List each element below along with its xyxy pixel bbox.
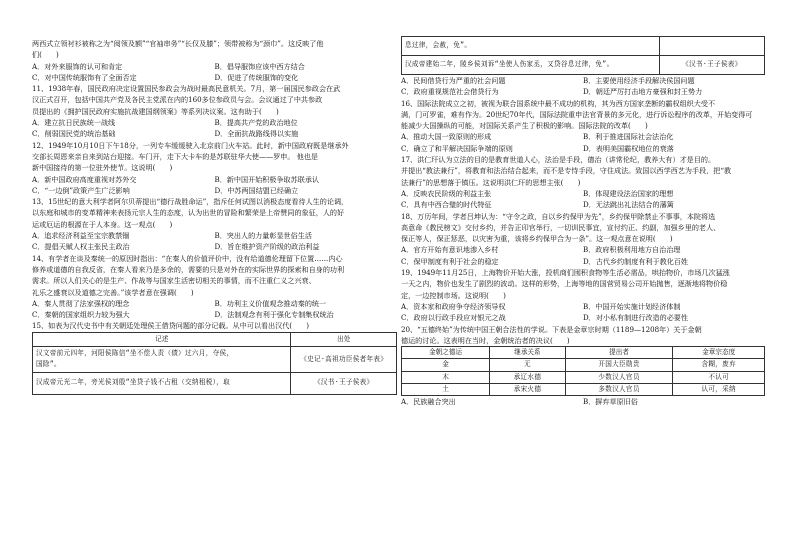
table-header: 提出者	[565, 347, 673, 359]
options-row	[32, 298, 397, 309]
option-c: C．确立了和平解决国际争端的原则	[401, 143, 513, 153]
option-a: A．对外来服饰的认可和肯定	[32, 61, 123, 71]
question-14-line: 需求。所以人们关心的是生产、作战等与国家生活密切相关的事情，而不注重仁义之兴衰、	[32, 276, 316, 286]
table-header: 金章宗态度	[673, 347, 765, 359]
table-cell: 息过律，会赦，免”。	[402, 37, 660, 56]
option-b: B．倡导服饰应该中西方结合	[214, 61, 305, 71]
question-12-line: 交部长周恩来亲自来到站台迎接。车门开，走下大卡车的是苏联驻华大使——罗申。 他也是	[32, 151, 319, 161]
option-b: B．体现建设法治国家的理想	[583, 188, 674, 198]
question-16-line: 能减少大国操纵的可能，对国际关系产生了积极的影响。国际法院的改革( )	[401, 121, 648, 131]
option-c: C．具有中西合璧的时代特征	[401, 200, 492, 210]
question-13-line: 以东庭和城市的变革精神来表扬元宗人生的态度，认为出世的冒险和繁荣是上帝赞同的象征，人的好	[32, 208, 345, 218]
question-18-line: 18、万历年间，学者吕坤认为：“守令之政，自以乡约保甲为先”，乡约保甲除禁止不事事，本院将选	[401, 211, 716, 221]
option-b: B．突出人的力量彰显世俗生活	[214, 231, 312, 241]
options-row	[32, 128, 397, 139]
option-a: A．推动大国一致原则的形成	[401, 132, 492, 142]
question-18-line: 高意命《教民榜文》交付乡约，并告正印官举行，一切训民事宜，宣付约正、约副，加强乡里的老人、	[401, 222, 721, 232]
option-a: A．新中国政府高度重视对苏外交	[32, 174, 137, 184]
right-column	[401, 36, 765, 408]
table-row	[402, 37, 765, 56]
table-row	[33, 347, 397, 373]
option-d: D．表明美国霸权地位的衰落	[583, 143, 674, 153]
table-row	[402, 371, 765, 383]
question-11-line: 11、1938年春，国民政府决定设置国民参政会为战时最高民意机关。7月，第一届国民参政会在武	[32, 84, 341, 94]
option-d: D．旨在维护资产阶级的政治利益	[214, 242, 320, 252]
table-cell: 不认可	[673, 371, 765, 383]
table-cell: 木	[402, 371, 490, 383]
option-c: C．提倡天赋人权主张民主政治	[32, 242, 130, 252]
table-row	[402, 359, 765, 371]
table-cell: 土	[402, 384, 490, 396]
options-row	[401, 256, 765, 267]
option-c: C．保甲制度有利于社会的稳定	[401, 256, 499, 266]
option-a: A．秦人贯彻了法家强权的理念	[32, 298, 130, 308]
question-17-line: 并提出“教法兼行”，将教育和法治结合起来，而不是专恃手段，守住成法。致国以西学西艺为手段，把“教	[401, 166, 732, 176]
option-b: B．功利主义价值观念推动秦的统一	[214, 298, 327, 308]
option-c: C．政府以行政手段应对银元之战	[401, 313, 506, 323]
option-d: D．全面抗战路线得以实施	[214, 129, 299, 139]
option-b: B．利于推进国际社会法治化	[583, 132, 674, 142]
question-15-line: 15、如表为汉代史书中有关朝廷处理侯王借贷问题的部分记载。从中可以看出汉代( )	[32, 321, 310, 331]
intro-line: 们( )	[32, 50, 59, 60]
table-20	[401, 346, 765, 396]
options-row	[401, 143, 765, 154]
option-a: A．追求经济利益至宝宗教禁锢	[32, 231, 130, 241]
table-cell: 汉成帝建始二年，陵乡侯刘诉“坐使人伤家丞，又贷谷息过律，免”。	[402, 56, 660, 75]
question-20-line: 德运的讨论。这表明在当时，金朝统治者的决议( )	[401, 335, 570, 345]
table-header: 出处	[291, 332, 397, 346]
table-cell: 《汉书·王子侯表》	[659, 56, 764, 75]
table-row	[402, 384, 765, 396]
option-c: C．对中国传统服饰有了全面否定	[32, 72, 137, 82]
options-row	[32, 174, 397, 185]
option-b: B．提高共产党的政治地位	[214, 118, 298, 128]
option-d: D．促进了传统服饰的变化	[214, 72, 299, 82]
option-a: A．官方开始有意识地渗入乡村	[401, 245, 499, 255]
option-d: D．对小私有制进行改造的必要性	[583, 313, 688, 323]
option-c: C．削弱国民党的统治基础	[32, 129, 116, 139]
question-17-line: 17、洪仁玕认为立法的目的是教育世道人心，法治是手段，德治（讲常伦纪，教养大有）才是目的。	[401, 155, 716, 165]
option-b: B．主要使用经济手段解决侯国问题	[583, 76, 695, 85]
options-row	[32, 117, 397, 128]
table-row	[33, 372, 397, 394]
table-cell	[659, 37, 764, 56]
option-a: A．民族融合突出	[401, 397, 456, 407]
question-14-line: 礼乐之盛衰以及道德之完善。”该学者意在强调( )	[32, 287, 194, 297]
option-d: D．无法跳出礼法结合的藩篱	[583, 200, 674, 210]
question-19-line: 定，一边控制市场。这说明( )	[401, 290, 506, 300]
table-header: 金朝之德运	[402, 347, 490, 359]
table-header: 记述	[33, 332, 291, 346]
table-15-continued	[401, 36, 765, 75]
table-cell: 汉文帝前元四年，河阳侯陈信“坐不偿人责（债）过六月，夺侯， 国除”。	[33, 347, 291, 373]
options-row	[401, 244, 765, 255]
left-column	[32, 38, 397, 395]
option-d: D．古代乡约制度有利于教化百姓	[583, 256, 688, 266]
question-19-line: 19、1949年11月25日，上海物价开始大涨，投机商们囤积食物等生活必需品，哄抬物价，市场几次猛涨	[401, 268, 730, 278]
option-b: B．新中国开始积极争取苏联承认	[214, 174, 320, 184]
question-11-line: 员提出的《拥护国民政府实施抗战建国纲领案》等系列决议案。这有助于( )	[32, 106, 279, 116]
question-14-line: 修养或道德的自我反省，在秦人看来乃是多余的，需要的只是对外在的实际世界的探索和自身的功利	[32, 264, 345, 274]
table-cell: 认可，采纳	[673, 384, 765, 396]
table-cell: 承辽水德	[490, 371, 566, 383]
question-18-line: 保正等人，保正惩恶，以灾害为重，该将乡约保甲合为一条”。这一观点意在说明( )	[401, 234, 673, 244]
question-19-line: 一天之内，物价也发生了剧烈的波动。这样的形势，上海等地的国营贸易公司开始抛售，逐渐地将物价稳	[401, 279, 728, 289]
question-14-line: 14、有学者在谈及秦统一的原因时指出：“在秦人的价值评价中，没有给道德伦理留下位置……内心	[32, 253, 343, 263]
options-row	[401, 312, 765, 323]
options-row	[401, 188, 765, 199]
option-b: B．中国开始实施计划经济体制	[583, 301, 681, 311]
option-c: C．秦朝的国家组织力较为强大	[32, 310, 130, 320]
intro-line: 两西式立领衬衫被称之为“阅领及额”“官袖串务”“长仅及膝”；领带被称为“颈巾”。这反映了他	[32, 39, 324, 48]
table-cell: 汉成帝元光二年，旁光侯刘殷“坐贷子钱不占租（交纳租税），取	[33, 372, 291, 394]
question-13-line: 13、15世纪的意大利学者阿尔贝蒂提出“德行战胜命运”，指斥任何试图以消极态度看待人生的论调，	[32, 197, 349, 207]
option-b: B．摒弃草原旧俗	[583, 397, 638, 407]
question-16-line: 16、国际法院成立之初，被视为联合国系统中最不成功的机构，其为西方国家垄断的霸权组织大受不	[401, 98, 716, 108]
option-c: C．政府重视规范社会借贷行为	[401, 87, 499, 97]
question-17-line: 法兼行”的思想落于镇压。这说明洪仁玕的思想主张( )	[401, 177, 581, 187]
question-12-line: 12、1949年10月10日下午18分，一列专车缓缓驶入北京前门火车站。此时，新中国政府既是继承外	[32, 140, 349, 150]
options-row	[401, 75, 765, 86]
options-row	[32, 230, 397, 241]
table-cell: 少数汉人官员	[565, 371, 673, 383]
options-row	[32, 61, 397, 72]
table-cell: 开国大臣勋贵	[565, 359, 673, 371]
option-b: B．政府积极利用地方自治治理	[583, 245, 681, 255]
options-row	[401, 301, 765, 312]
options-row	[401, 396, 765, 407]
options-row	[401, 199, 765, 210]
options-row	[401, 86, 765, 97]
question-11-line: 汉正式召开，包括中国共产党及各民主党派在内的160多位参政员与会。会议通过了中共参政	[32, 95, 323, 105]
options-row	[401, 131, 765, 142]
table-row	[402, 56, 765, 75]
table-cell: 《史记·高祖功臣侯者年表》	[291, 347, 397, 373]
question-13-line: 运或厄运的根源在于人本身。这一观点( )	[32, 219, 173, 229]
table-cell: 多数汉人官员	[565, 384, 673, 396]
option-a: A．反映农民阶级的利益主张	[401, 188, 492, 198]
table-cell: 《汉书·王子侯表》	[291, 372, 397, 394]
question-12-line: 新中国接待的第一位驻外使节。这说明( )	[32, 163, 173, 173]
table-header: 继承关系	[490, 347, 566, 359]
options-row	[32, 309, 397, 320]
option-a: A．民间借贷行为严重的社会问题	[401, 76, 506, 85]
option-d: D．中苏两国结盟已经确立	[214, 185, 299, 195]
options-row	[32, 241, 397, 252]
option-d: D．法制观念有利于强化专制集权统治	[214, 310, 334, 320]
table-cell: 含糊，废弃	[673, 359, 765, 371]
option-a: A．资本家和政府争夺经济领导权	[401, 301, 506, 311]
options-row	[32, 72, 397, 83]
options-row	[32, 185, 397, 196]
question-16-line: 满，门可罗雀，难有作为。20世纪70年代，国际法院重申法官背景的多元化，进行诉讼程序的改革，开始变得可	[401, 109, 753, 119]
option-c: C．“一边倒”政策产生广泛影响	[32, 185, 130, 195]
table-cell: 金	[402, 359, 490, 371]
option-d: D．朝廷严厉打击地方豪强和封王势力	[583, 87, 703, 97]
option-a: A．建立抗日民族统一战线	[32, 118, 116, 128]
table-15	[32, 332, 397, 395]
table-cell: 无	[490, 359, 566, 371]
question-20-line: 20、“五德终始”为传统中国王朝合法性的学说。下表是金章宗时期（1189—1208年）关于金朝	[401, 324, 702, 334]
table-cell: 承宋火德	[490, 384, 566, 396]
